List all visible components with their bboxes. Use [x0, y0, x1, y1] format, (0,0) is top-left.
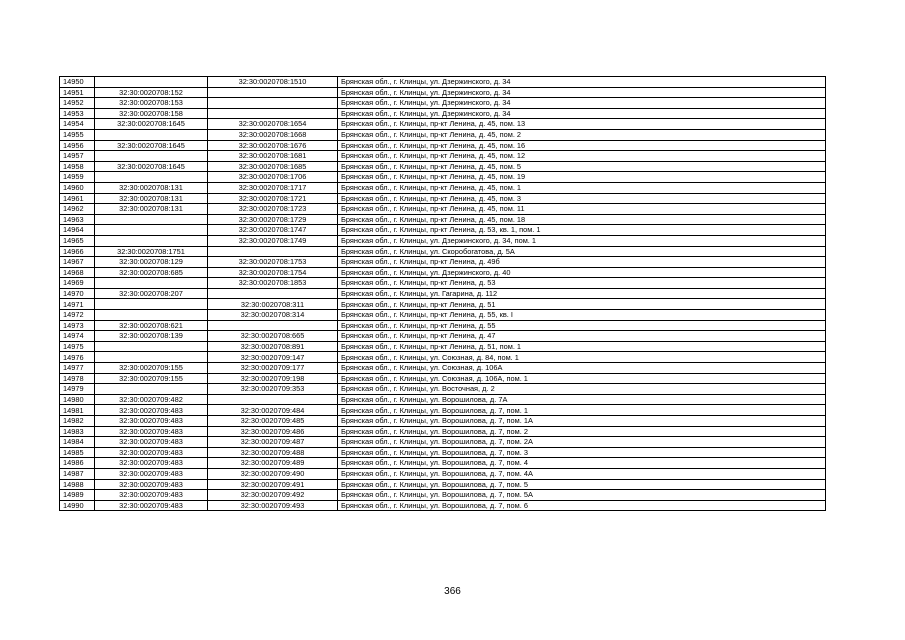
cadastral-number-cell: 32:30:0020708:1747	[208, 225, 338, 236]
address-cell: Брянская обл., г. Клинцы, ул. Дзержинского, д. 34	[338, 87, 826, 98]
row-number-cell: 14971	[60, 299, 95, 310]
table-row	[60, 129, 826, 140]
row-number-cell: 14975	[60, 341, 95, 352]
table-row	[60, 172, 826, 183]
parent-cadastral-number-cell: 32:30:0020708:139	[95, 331, 208, 342]
table-row	[60, 310, 826, 321]
cadastral-number-cell	[208, 394, 338, 405]
address-cell: Брянская обл., г. Клинцы, пр-кт Ленина, д. 45, пом. 13	[338, 119, 826, 130]
cadastral-number-cell: 32:30:0020709:486	[208, 426, 338, 437]
cadastral-number-cell: 32:30:0020708:1717	[208, 182, 338, 193]
cadastral-number-cell: 32:30:0020708:1749	[208, 235, 338, 246]
parent-cadastral-number-cell: 32:30:0020708:1751	[95, 246, 208, 257]
cadastral-number-cell: 32:30:0020709:147	[208, 352, 338, 363]
address-cell: Брянская обл., г. Клинцы, ул. Дзержинского, д. 34, пом. 1	[338, 235, 826, 246]
row-number-cell: 14965	[60, 235, 95, 246]
row-number-cell: 14956	[60, 140, 95, 151]
row-number-cell: 14986	[60, 458, 95, 469]
cadastral-number-cell: 32:30:0020709:484	[208, 405, 338, 416]
parent-cadastral-number-cell	[95, 151, 208, 162]
parent-cadastral-number-cell: 32:30:0020708:158	[95, 108, 208, 119]
parent-cadastral-number-cell: 32:30:0020709:155	[95, 373, 208, 384]
row-number-cell: 14961	[60, 193, 95, 204]
table-row	[60, 214, 826, 225]
address-cell: Брянская обл., г. Клинцы, ул. Ворошилова, д. 7, пом. 4	[338, 458, 826, 469]
row-number-cell: 14978	[60, 373, 95, 384]
row-number-cell: 14972	[60, 310, 95, 321]
parent-cadastral-number-cell	[95, 352, 208, 363]
row-number-cell: 14969	[60, 278, 95, 289]
address-cell: Брянская обл., г. Клинцы, ул. Дзержинского, д. 34	[338, 108, 826, 119]
parent-cadastral-number-cell	[95, 129, 208, 140]
address-cell: Брянская обл., г. Клинцы, ул. Ворошилова, д. 7, пом. 5А	[338, 490, 826, 501]
address-cell: Брянская обл., г. Клинцы, пр-кт Ленина, д. 45, пом. 19	[338, 172, 826, 183]
table-row	[60, 246, 826, 257]
cadastral-number-cell: 32:30:0020708:1706	[208, 172, 338, 183]
row-number-cell: 14951	[60, 87, 95, 98]
table-row	[60, 98, 826, 109]
row-number-cell: 14990	[60, 500, 95, 511]
table-row	[60, 468, 826, 479]
parent-cadastral-number-cell: 32:30:0020708:131	[95, 193, 208, 204]
parent-cadastral-number-cell: 32:30:0020708:1645	[95, 119, 208, 130]
row-number-cell: 14957	[60, 151, 95, 162]
address-cell: Брянская обл., г. Клинцы, ул. Дзержинского, д. 34	[338, 77, 826, 88]
parent-cadastral-number-cell: 32:30:0020709:483	[95, 490, 208, 501]
address-cell: Брянская обл., г. Клинцы, ул. Ворошилова, д. 7, пом. 2А	[338, 437, 826, 448]
table-row	[60, 182, 826, 193]
parent-cadastral-number-cell: 32:30:0020709:155	[95, 363, 208, 374]
row-number-cell: 14988	[60, 479, 95, 490]
row-number-cell: 14970	[60, 288, 95, 299]
cadastral-number-cell: 32:30:0020708:1729	[208, 214, 338, 225]
row-number-cell: 14981	[60, 405, 95, 416]
cadastral-number-cell: 32:30:0020708:1754	[208, 267, 338, 278]
row-number-cell: 14983	[60, 426, 95, 437]
row-number-cell: 14967	[60, 257, 95, 268]
table-row	[60, 341, 826, 352]
row-number-cell: 14980	[60, 394, 95, 405]
cadastral-number-cell: 32:30:0020709:487	[208, 437, 338, 448]
table-row	[60, 257, 826, 268]
row-number-cell: 14953	[60, 108, 95, 119]
table-row	[60, 87, 826, 98]
table-row	[60, 278, 826, 289]
row-number-cell: 14963	[60, 214, 95, 225]
table-row	[60, 204, 826, 215]
address-cell: Брянская обл., г. Клинцы, пр-кт Ленина, д. 53, кв. 1, пом. 1	[338, 225, 826, 236]
cadastral-number-cell	[208, 288, 338, 299]
row-number-cell: 14989	[60, 490, 95, 501]
table-row	[60, 235, 826, 246]
parent-cadastral-number-cell: 32:30:0020708:685	[95, 267, 208, 278]
table-row	[60, 479, 826, 490]
table-row	[60, 447, 826, 458]
address-cell: Брянская обл., г. Клинцы, ул. Союзная, д. 84, пом. 1	[338, 352, 826, 363]
table-row	[60, 119, 826, 130]
row-number-cell: 14962	[60, 204, 95, 215]
address-cell: Брянская обл., г. Клинцы, пр-кт Ленина, д. 51	[338, 299, 826, 310]
cadastral-number-cell	[208, 98, 338, 109]
parent-cadastral-number-cell: 32:30:0020709:483	[95, 405, 208, 416]
address-cell: Брянская обл., г. Клинцы, ул. Скоробогатова, д. 5А	[338, 246, 826, 257]
cadastral-number-cell: 32:30:0020708:1723	[208, 204, 338, 215]
table-row	[60, 108, 826, 119]
parent-cadastral-number-cell: 32:30:0020708:131	[95, 204, 208, 215]
table-row	[60, 500, 826, 511]
address-cell: Брянская обл., г. Клинцы, пр-кт Ленина, д. 45, пом. 1	[338, 182, 826, 193]
cadastral-number-cell: 32:30:0020708:1853	[208, 278, 338, 289]
cadastral-number-cell: 32:30:0020709:491	[208, 479, 338, 490]
address-cell: Брянская обл., г. Клинцы, пр-кт Ленина, д. 45, пом. 16	[338, 140, 826, 151]
row-number-cell: 14959	[60, 172, 95, 183]
parent-cadastral-number-cell	[95, 225, 208, 236]
parent-cadastral-number-cell	[95, 384, 208, 395]
parent-cadastral-number-cell	[95, 172, 208, 183]
cadastral-number-cell	[208, 320, 338, 331]
address-cell: Брянская обл., г. Клинцы, ул. Гагарина, д. 112	[338, 288, 826, 299]
parent-cadastral-number-cell: 32:30:0020708:129	[95, 257, 208, 268]
address-cell: Брянская обл., г. Клинцы, ул. Ворошилова, д. 7А	[338, 394, 826, 405]
page-number: 366	[444, 586, 461, 597]
address-cell: Брянская обл., г. Клинцы, ул. Ворошилова, д. 7, пом. 1	[338, 405, 826, 416]
table-row	[60, 320, 826, 331]
table-row	[60, 394, 826, 405]
address-cell: Брянская обл., г. Клинцы, ул. Ворошилова, д. 7, пом. 5	[338, 479, 826, 490]
row-number-cell: 14979	[60, 384, 95, 395]
address-cell: Брянская обл., г. Клинцы, ул. Дзержинского, д. 40	[338, 267, 826, 278]
table-row	[60, 161, 826, 172]
parent-cadastral-number-cell: 32:30:0020709:483	[95, 426, 208, 437]
parent-cadastral-number-cell	[95, 310, 208, 321]
address-cell: Брянская обл., г. Клинцы, пр-кт Ленина, д. 45, пом. 11	[338, 204, 826, 215]
address-cell: Брянская обл., г. Клинцы, ул. Союзная, д. 106А	[338, 363, 826, 374]
table-row	[60, 426, 826, 437]
cadastral-number-cell: 32:30:0020708:1668	[208, 129, 338, 140]
address-cell: Брянская обл., г. Клинцы, ул. Дзержинского, д. 34	[338, 98, 826, 109]
parent-cadastral-number-cell: 32:30:0020709:483	[95, 500, 208, 511]
cadastral-number-cell: 32:30:0020708:314	[208, 310, 338, 321]
cadastral-number-cell	[208, 108, 338, 119]
row-number-cell: 14964	[60, 225, 95, 236]
parent-cadastral-number-cell	[95, 77, 208, 88]
table-row	[60, 77, 826, 88]
table-row	[60, 373, 826, 384]
table-row	[60, 437, 826, 448]
address-cell: Брянская обл., г. Клинцы, ул. Союзная, д. 106А, пом. 1	[338, 373, 826, 384]
cadastral-number-cell: 32:30:0020709:490	[208, 468, 338, 479]
cadastral-number-cell: 32:30:0020708:1721	[208, 193, 338, 204]
table-row	[60, 458, 826, 469]
row-number-cell: 14985	[60, 447, 95, 458]
parent-cadastral-number-cell: 32:30:0020708:207	[95, 288, 208, 299]
table-row	[60, 331, 826, 342]
cadastral-number-cell: 32:30:0020708:1676	[208, 140, 338, 151]
table-row	[60, 193, 826, 204]
row-number-cell: 14987	[60, 468, 95, 479]
cadastral-number-cell: 32:30:0020708:1681	[208, 151, 338, 162]
parent-cadastral-number-cell: 32:30:0020709:483	[95, 479, 208, 490]
table-row	[60, 352, 826, 363]
parent-cadastral-number-cell: 32:30:0020708:1645	[95, 161, 208, 172]
row-number-cell: 14974	[60, 331, 95, 342]
table-row	[60, 140, 826, 151]
parent-cadastral-number-cell: 32:30:0020709:483	[95, 458, 208, 469]
address-cell: Брянская обл., г. Клинцы, пр-кт Ленина, д. 49б	[338, 257, 826, 268]
table-row	[60, 299, 826, 310]
parent-cadastral-number-cell: 32:30:0020709:483	[95, 437, 208, 448]
cadastral-number-cell: 32:30:0020708:1685	[208, 161, 338, 172]
address-cell: Брянская обл., г. Клинцы, ул. Ворошилова, д. 7, пом. 3	[338, 447, 826, 458]
row-number-cell: 14952	[60, 98, 95, 109]
cadastral-number-cell: 32:30:0020708:1510	[208, 77, 338, 88]
cadastral-number-cell: 32:30:0020709:353	[208, 384, 338, 395]
row-number-cell: 14973	[60, 320, 95, 331]
row-number-cell: 14955	[60, 129, 95, 140]
table-row	[60, 405, 826, 416]
address-cell: Брянская обл., г. Клинцы, ул. Ворошилова, д. 7, пом. 4А	[338, 468, 826, 479]
row-number-cell: 14960	[60, 182, 95, 193]
table-row	[60, 416, 826, 427]
parent-cadastral-number-cell: 32:30:0020709:482	[95, 394, 208, 405]
address-cell: Брянская обл., г. Клинцы, пр-кт Ленина, д. 45, пом. 18	[338, 214, 826, 225]
parent-cadastral-number-cell: 32:30:0020709:483	[95, 447, 208, 458]
parent-cadastral-number-cell	[95, 235, 208, 246]
row-number-cell: 14977	[60, 363, 95, 374]
cadastral-number-cell: 32:30:0020708:665	[208, 331, 338, 342]
row-number-cell: 14984	[60, 437, 95, 448]
parent-cadastral-number-cell	[95, 214, 208, 225]
address-cell: Брянская обл., г. Клинцы, пр-кт Ленина, д. 45, пом. 2	[338, 129, 826, 140]
cadastral-number-cell: 32:30:0020708:891	[208, 341, 338, 352]
table-row	[60, 363, 826, 374]
address-cell: Брянская обл., г. Клинцы, ул. Ворошилова, д. 7, пом. 1А	[338, 416, 826, 427]
row-number-cell: 14982	[60, 416, 95, 427]
address-cell: Брянская обл., г. Клинцы, пр-кт Ленина, д. 53	[338, 278, 826, 289]
address-cell: Брянская обл., г. Клинцы, ул. Восточная, д. 2	[338, 384, 826, 395]
parent-cadastral-number-cell	[95, 299, 208, 310]
row-number-cell: 14954	[60, 119, 95, 130]
address-cell: Брянская обл., г. Клинцы, пр-кт Ленина, д. 45, пом. 12	[338, 151, 826, 162]
cadastral-number-cell	[208, 246, 338, 257]
row-number-cell: 14968	[60, 267, 95, 278]
cadastral-number-cell: 32:30:0020708:1654	[208, 119, 338, 130]
address-cell: Брянская обл., г. Клинцы, ул. Ворошилова, д. 7, пом. 6	[338, 500, 826, 511]
row-number-cell: 14976	[60, 352, 95, 363]
cadastral-number-cell: 32:30:0020709:198	[208, 373, 338, 384]
cadastral-number-cell: 32:30:0020709:488	[208, 447, 338, 458]
cadastral-number-cell: 32:30:0020709:493	[208, 500, 338, 511]
table-body	[60, 77, 826, 511]
address-cell: Брянская обл., г. Клинцы, пр-кт Ленина, д. 51, пом. 1	[338, 341, 826, 352]
table-row	[60, 490, 826, 501]
table-row	[60, 267, 826, 278]
parent-cadastral-number-cell: 32:30:0020709:483	[95, 416, 208, 427]
row-number-cell: 14950	[60, 77, 95, 88]
cadastral-number-cell: 32:30:0020709:492	[208, 490, 338, 501]
parent-cadastral-number-cell: 32:30:0020708:1645	[95, 140, 208, 151]
cadastral-table	[59, 76, 826, 511]
address-cell: Брянская обл., г. Клинцы, пр-кт Ленина, д. 55	[338, 320, 826, 331]
address-cell: Брянская обл., г. Клинцы, пр-кт Ленина, д. 47	[338, 331, 826, 342]
parent-cadastral-number-cell: 32:30:0020708:621	[95, 320, 208, 331]
cadastral-number-cell: 32:30:0020708:311	[208, 299, 338, 310]
parent-cadastral-number-cell: 32:30:0020709:483	[95, 468, 208, 479]
table-row	[60, 151, 826, 162]
cadastral-number-cell: 32:30:0020709:177	[208, 363, 338, 374]
table-row	[60, 288, 826, 299]
parent-cadastral-number-cell: 32:30:0020708:153	[95, 98, 208, 109]
parent-cadastral-number-cell: 32:30:0020708:152	[95, 87, 208, 98]
cadastral-number-cell: 32:30:0020708:1753	[208, 257, 338, 268]
row-number-cell: 14966	[60, 246, 95, 257]
parent-cadastral-number-cell: 32:30:0020708:131	[95, 182, 208, 193]
address-cell: Брянская обл., г. Клинцы, пр-кт Ленина, д. 55, кв. I	[338, 310, 826, 321]
row-number-cell: 14958	[60, 161, 95, 172]
cadastral-number-cell: 32:30:0020709:485	[208, 416, 338, 427]
parent-cadastral-number-cell	[95, 341, 208, 352]
address-cell: Брянская обл., г. Клинцы, пр-кт Ленина, д. 45, пом. 3	[338, 193, 826, 204]
address-cell: Брянская обл., г. Клинцы, пр-кт Ленина, д. 45, пом. 5	[338, 161, 826, 172]
table-row	[60, 384, 826, 395]
cadastral-number-cell	[208, 87, 338, 98]
table-row	[60, 225, 826, 236]
cadastral-number-cell: 32:30:0020709:489	[208, 458, 338, 469]
address-cell: Брянская обл., г. Клинцы, ул. Ворошилова, д. 7, пом. 2	[338, 426, 826, 437]
parent-cadastral-number-cell	[95, 278, 208, 289]
